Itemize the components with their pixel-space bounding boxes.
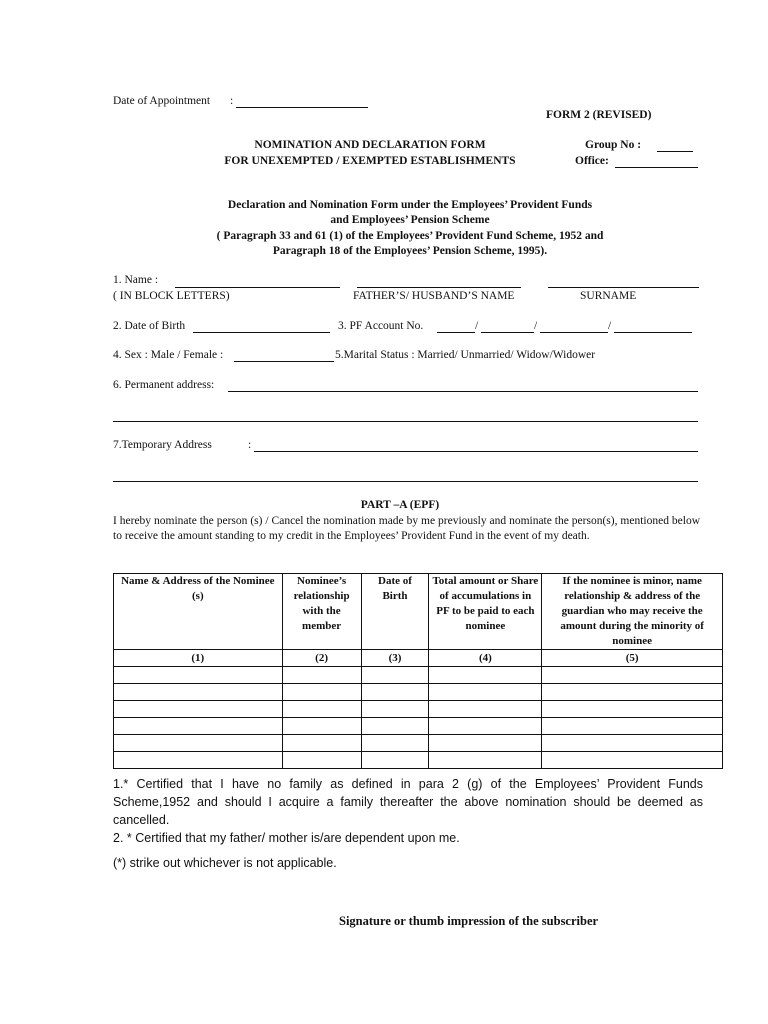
table-number-row	[114, 650, 723, 667]
table-cell[interactable]	[542, 667, 723, 684]
pf-account-part2-field[interactable]	[481, 332, 534, 333]
certification-item1: 1.* Certified that I have no family as defined in para 2 (g) of the Employees’ Provident Funds Scheme,1952 and should I acquire a family thereafter the above nomination should be deemed as cancelled.	[113, 777, 703, 827]
permanent-address-field[interactable]	[228, 391, 698, 392]
table-row	[114, 718, 723, 735]
temporary-address-colon: :	[248, 439, 252, 451]
subtitle-line4: Paragraph 18 of the Employees’ Pension Scheme, 1995).	[272, 245, 548, 257]
nominee-rows	[114, 667, 723, 769]
table-cell[interactable]	[361, 752, 429, 769]
part-a-intro: I hereby nominate the person (s) / Cancel the nomination made by me previously and nominate the person(s), mentioned below to receive the amount standing to my credit in the Employees’ Provident Fund in the event of my death.	[113, 515, 700, 542]
table-cell[interactable]	[542, 684, 723, 701]
table-cell[interactable]	[429, 684, 542, 701]
pf-account-part4-field[interactable]	[614, 332, 692, 333]
date-of-birth-label: 2. Date of Birth	[113, 320, 186, 332]
table-cell[interactable]	[282, 667, 361, 684]
strike-out-note: (*) strike out whichever is not applicable.	[113, 856, 337, 870]
table-cell[interactable]	[361, 667, 429, 684]
table-row	[114, 701, 723, 718]
table-cell[interactable]	[361, 735, 429, 752]
nominee-table	[113, 573, 723, 769]
pf-account-part3-field[interactable]	[540, 332, 608, 333]
marital-status-label: 5.Marital Status : Married/ Unmarried/ Widow/Widower	[335, 349, 596, 361]
group-no-label: Group No :	[585, 139, 642, 151]
certification-item2: 2. * Certified that my father/ mother is/are dependent upon me.	[113, 831, 460, 845]
name-label: 1. Name :	[113, 274, 159, 286]
table-cell[interactable]	[361, 718, 429, 735]
table-cell[interactable]	[114, 701, 283, 718]
col-header-name-address: Name & Address of the Nominee (s)	[114, 574, 283, 650]
table-cell[interactable]	[361, 684, 429, 701]
table-cell[interactable]	[542, 735, 723, 752]
table-row	[114, 667, 723, 684]
table-cell[interactable]	[542, 701, 723, 718]
col-header-guardian: If the nominee is minor, name relationship & address of the guardian who may receive the amount during the minority of nominee	[542, 574, 723, 650]
table-cell[interactable]	[114, 684, 283, 701]
col-number: (1)	[114, 650, 283, 667]
table-cell[interactable]	[114, 667, 283, 684]
col-number: (5)	[542, 650, 723, 667]
col-number: (4)	[429, 650, 542, 667]
temporary-address-field-line2[interactable]	[113, 481, 698, 482]
name-field[interactable]	[175, 287, 340, 288]
table-cell[interactable]	[114, 718, 283, 735]
table-cell[interactable]	[361, 701, 429, 718]
date-of-appointment-label: Date of Appointment	[113, 95, 211, 107]
pf-account-part1-field[interactable]	[437, 332, 475, 333]
temporary-address-label: 7.Temporary Address	[113, 439, 212, 451]
col-header-share: Total amount or Share of accumulations in PF to be paid to each nominee	[429, 574, 542, 650]
subtitle-line2: and Employees’ Pension Scheme	[330, 214, 490, 226]
table-cell[interactable]	[114, 752, 283, 769]
part-a-heading: PART –A (EPF)	[360, 499, 440, 511]
table-cell[interactable]	[282, 752, 361, 769]
table-cell[interactable]	[114, 735, 283, 752]
father-husband-name-label: FATHER’S/ HUSBAND’S NAME	[353, 290, 515, 302]
table-cell[interactable]	[429, 701, 542, 718]
signature-label: Signature or thumb impression of the subscriber	[339, 914, 599, 928]
col-header-date-of-birth: Date of Birth	[361, 574, 429, 650]
form-number: FORM 2 (REVISED)	[546, 109, 652, 121]
sex-label: 4. Sex : Male / Female :	[113, 349, 224, 361]
pf-separator: /	[534, 320, 538, 332]
table-cell[interactable]	[429, 718, 542, 735]
group-no-field[interactable]	[657, 151, 693, 152]
temporary-address-field[interactable]	[254, 451, 698, 452]
date-of-appointment-field[interactable]	[236, 107, 368, 108]
surname-label: SURNAME	[580, 290, 637, 302]
table-cell[interactable]	[429, 752, 542, 769]
form-title-line2: FOR UNEXEMPTED / EXEMPTED ESTABLISHMENTS	[224, 155, 516, 167]
office-field[interactable]	[615, 167, 698, 168]
father-husband-name-field[interactable]	[357, 287, 521, 288]
subtitle-line1: Declaration and Nomination Form under the Employees’ Provident Funds	[227, 199, 593, 211]
table-cell[interactable]	[429, 667, 542, 684]
sex-field[interactable]	[234, 361, 334, 362]
col-number: (2)	[282, 650, 361, 667]
date-of-birth-field[interactable]	[193, 332, 330, 333]
office-label: Office:	[575, 155, 609, 167]
block-letters-label: ( IN BLOCK LETTERS)	[113, 290, 230, 302]
table-header-row	[114, 574, 723, 650]
subtitle-line3: ( Paragraph 33 and 61 (1) of the Employees’ Provident Fund Scheme, 1952 and	[216, 230, 604, 242]
surname-field[interactable]	[548, 287, 699, 288]
table-cell[interactable]	[542, 718, 723, 735]
pf-separator: /	[475, 320, 479, 332]
date-of-appointment-colon: :	[230, 95, 234, 107]
table-row	[114, 735, 723, 752]
pf-account-label: 3. PF Account No.	[338, 320, 424, 332]
table-cell[interactable]	[542, 752, 723, 769]
table-cell[interactable]	[282, 684, 361, 701]
table-cell[interactable]	[282, 735, 361, 752]
table-cell[interactable]	[282, 718, 361, 735]
pf-separator: /	[608, 320, 612, 332]
col-number: (3)	[361, 650, 429, 667]
table-cell[interactable]	[429, 735, 542, 752]
table-row	[114, 684, 723, 701]
permanent-address-field-line2[interactable]	[113, 421, 698, 422]
form-title-line1: NOMINATION AND DECLARATION FORM	[254, 139, 486, 151]
table-cell[interactable]	[282, 701, 361, 718]
permanent-address-label: 6. Permanent address:	[113, 379, 215, 391]
col-header-relationship: Nominee’s relationship with the member	[282, 574, 361, 650]
table-row	[114, 752, 723, 769]
